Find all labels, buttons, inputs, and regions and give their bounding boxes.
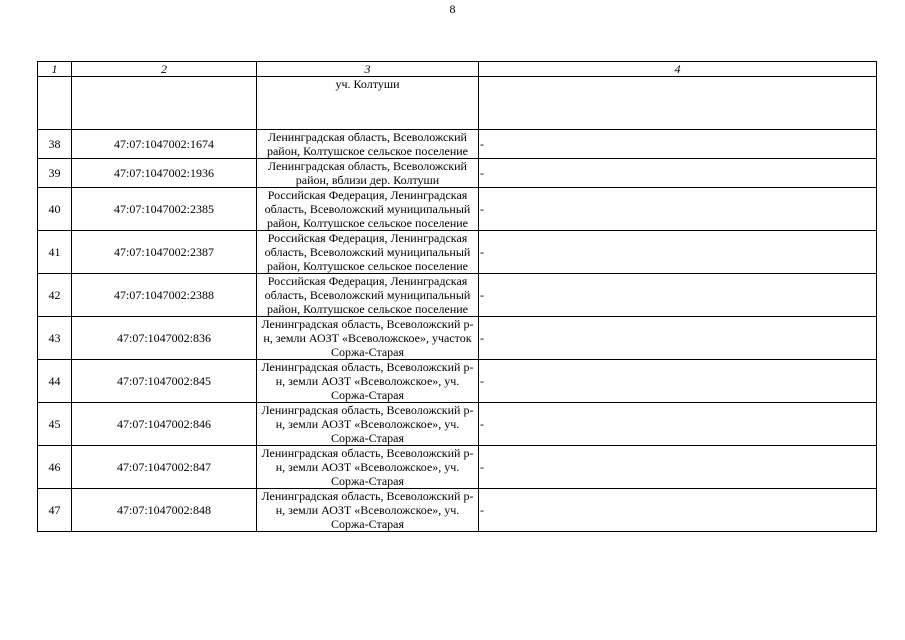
cadastral-number: 47:07:1047002:846	[72, 403, 257, 446]
address-cell: Ленинградская область, Всеволожский район, вблизи дер. Колтуши	[257, 159, 479, 188]
note-cell: -	[479, 130, 877, 159]
cadastral-number: 47:07:1047002:1936	[72, 159, 257, 188]
table-row	[38, 159, 877, 188]
note-cell: -	[479, 489, 877, 532]
cadastral-number: 47:07:1047002:836	[72, 317, 257, 360]
page-number: 8	[449, 2, 456, 16]
row-number: 38	[38, 130, 72, 159]
table-row	[38, 446, 877, 489]
column-header-4: 4	[479, 62, 877, 77]
row-number: 39	[38, 159, 72, 188]
table-row	[38, 489, 877, 532]
continued-row-cadastral	[72, 77, 257, 130]
note-cell: -	[479, 317, 877, 360]
row-number: 44	[38, 360, 72, 403]
table-row	[38, 130, 877, 159]
cadastral-number: 47:07:1047002:847	[72, 446, 257, 489]
address-cell: Ленинградская область, Всеволожский р-н, земли АОЗТ «Всеволожское», уч. Соржа-Старая	[257, 360, 479, 403]
continued-row-note	[479, 77, 877, 130]
address-cell: Ленинградская область, Всеволожский район, Колтушское сельское поселение	[257, 130, 479, 159]
table-row	[38, 274, 877, 317]
continued-row	[38, 77, 877, 130]
note-cell: -	[479, 231, 877, 274]
address-cell: Российская Федерация, Ленинградская область, Всеволожский муниципальный район, Колтушское сельское поселение	[257, 274, 479, 317]
table-row	[38, 317, 877, 360]
cadastral-number: 47:07:1047002:1674	[72, 130, 257, 159]
address-cell: Ленинградская область, Всеволожский р-н, земли АОЗТ «Всеволожское», уч. Соржа-Старая	[257, 446, 479, 489]
address-cell: Ленинградская область, Всеволожский р-н, земли АОЗТ «Всеволожское», уч. Соржа-Старая	[257, 403, 479, 446]
table-row	[38, 231, 877, 274]
address-cell: Российская Федерация, Ленинградская область, Всеволожский муниципальный район, Колтушское сельское поселение	[257, 231, 479, 274]
table-row	[38, 188, 877, 231]
row-number: 46	[38, 446, 72, 489]
note-cell: -	[479, 274, 877, 317]
table-row	[38, 360, 877, 403]
address-cell: Ленинградская область, Всеволожский р-н, земли АОЗТ «Всеволожское», уч. Соржа-Старая	[257, 489, 479, 532]
address-cell: Российская Федерация, Ленинградская область, Всеволожский муниципальный район, Колтушское сельское поселение	[257, 188, 479, 231]
cadastral-number: 47:07:1047002:848	[72, 489, 257, 532]
note-cell: -	[479, 360, 877, 403]
row-number: 41	[38, 231, 72, 274]
column-number-header-row	[38, 62, 877, 77]
column-header-3: 3	[257, 62, 479, 77]
cadastral-number: 47:07:1047002:2385	[72, 188, 257, 231]
note-cell: -	[479, 403, 877, 446]
note-cell: -	[479, 188, 877, 231]
parcels-table	[37, 61, 877, 532]
column-header-2: 2	[72, 62, 257, 77]
row-number: 47	[38, 489, 72, 532]
continued-row-no	[38, 77, 72, 130]
table-row	[38, 403, 877, 446]
continued-row-address: уч. Колтуши	[257, 77, 479, 130]
cadastral-number: 47:07:1047002:2387	[72, 231, 257, 274]
row-number: 42	[38, 274, 72, 317]
cadastral-number: 47:07:1047002:845	[72, 360, 257, 403]
cadastral-number: 47:07:1047002:2388	[72, 274, 257, 317]
note-cell: -	[479, 159, 877, 188]
row-number: 40	[38, 188, 72, 231]
row-number: 45	[38, 403, 72, 446]
address-cell: Ленинградская область, Всеволожский р-н, земли АОЗТ «Всеволожское», участок Соржа-Старая	[257, 317, 479, 360]
note-cell: -	[479, 446, 877, 489]
row-number: 43	[38, 317, 72, 360]
column-header-1: 1	[38, 62, 72, 77]
